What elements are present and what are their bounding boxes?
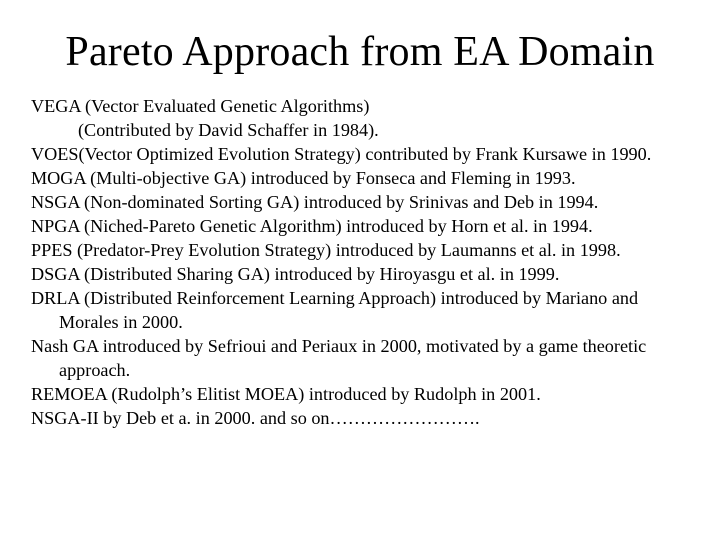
list-item-voes: VOES(Vector Optimized Evolution Strategy) contributed by Frank Kursawe in 1990. <box>31 144 652 164</box>
list-item-vega-note: (Contributed by David Schaffer in 1984). <box>78 120 379 140</box>
list-item-nsga: NSGA (Non-dominated Sorting GA) introduced by Srinivas and Deb in 1994. <box>31 192 599 212</box>
list-item-nsga-ii: NSGA-II by Deb et a. in 2000. and so on……………………. <box>31 408 480 428</box>
list-item-nash-ga: Nash GA introduced by Sefrioui and Periaux in 2000, motivated by a game theoretic approach. <box>31 336 647 380</box>
list-item-drla: DRLA (Distributed Reinforcement Learning Approach) introduced by Mariano and Morales in 2000. <box>31 288 639 332</box>
list-item-remoea: REMOEA (Rudolph’s Elitist MOEA) introduced by Rudolph in 2001. <box>31 384 541 404</box>
list-item-npga: NPGA (Niched-Pareto Genetic Algorithm) introduced by Horn et al. in 1994. <box>31 216 593 236</box>
list-item-dsga: DSGA (Distributed Sharing GA) introduced by Hiroyasgu et al. in 1999. <box>31 264 560 284</box>
list-item-moga: MOGA (Multi-objective GA) introduced by Fonseca and Fleming in 1993. <box>31 168 576 188</box>
list-item-ppes: PPES (Predator-Prey Evolution Strategy) introduced by Laumanns et al. in 1998. <box>31 240 621 260</box>
list-item-vega: VEGA (Vector Evaluated Genetic Algorithms) <box>31 96 370 116</box>
slide-body <box>31 94 701 430</box>
slide-title: Pareto Approach from EA Domain <box>65 29 655 75</box>
